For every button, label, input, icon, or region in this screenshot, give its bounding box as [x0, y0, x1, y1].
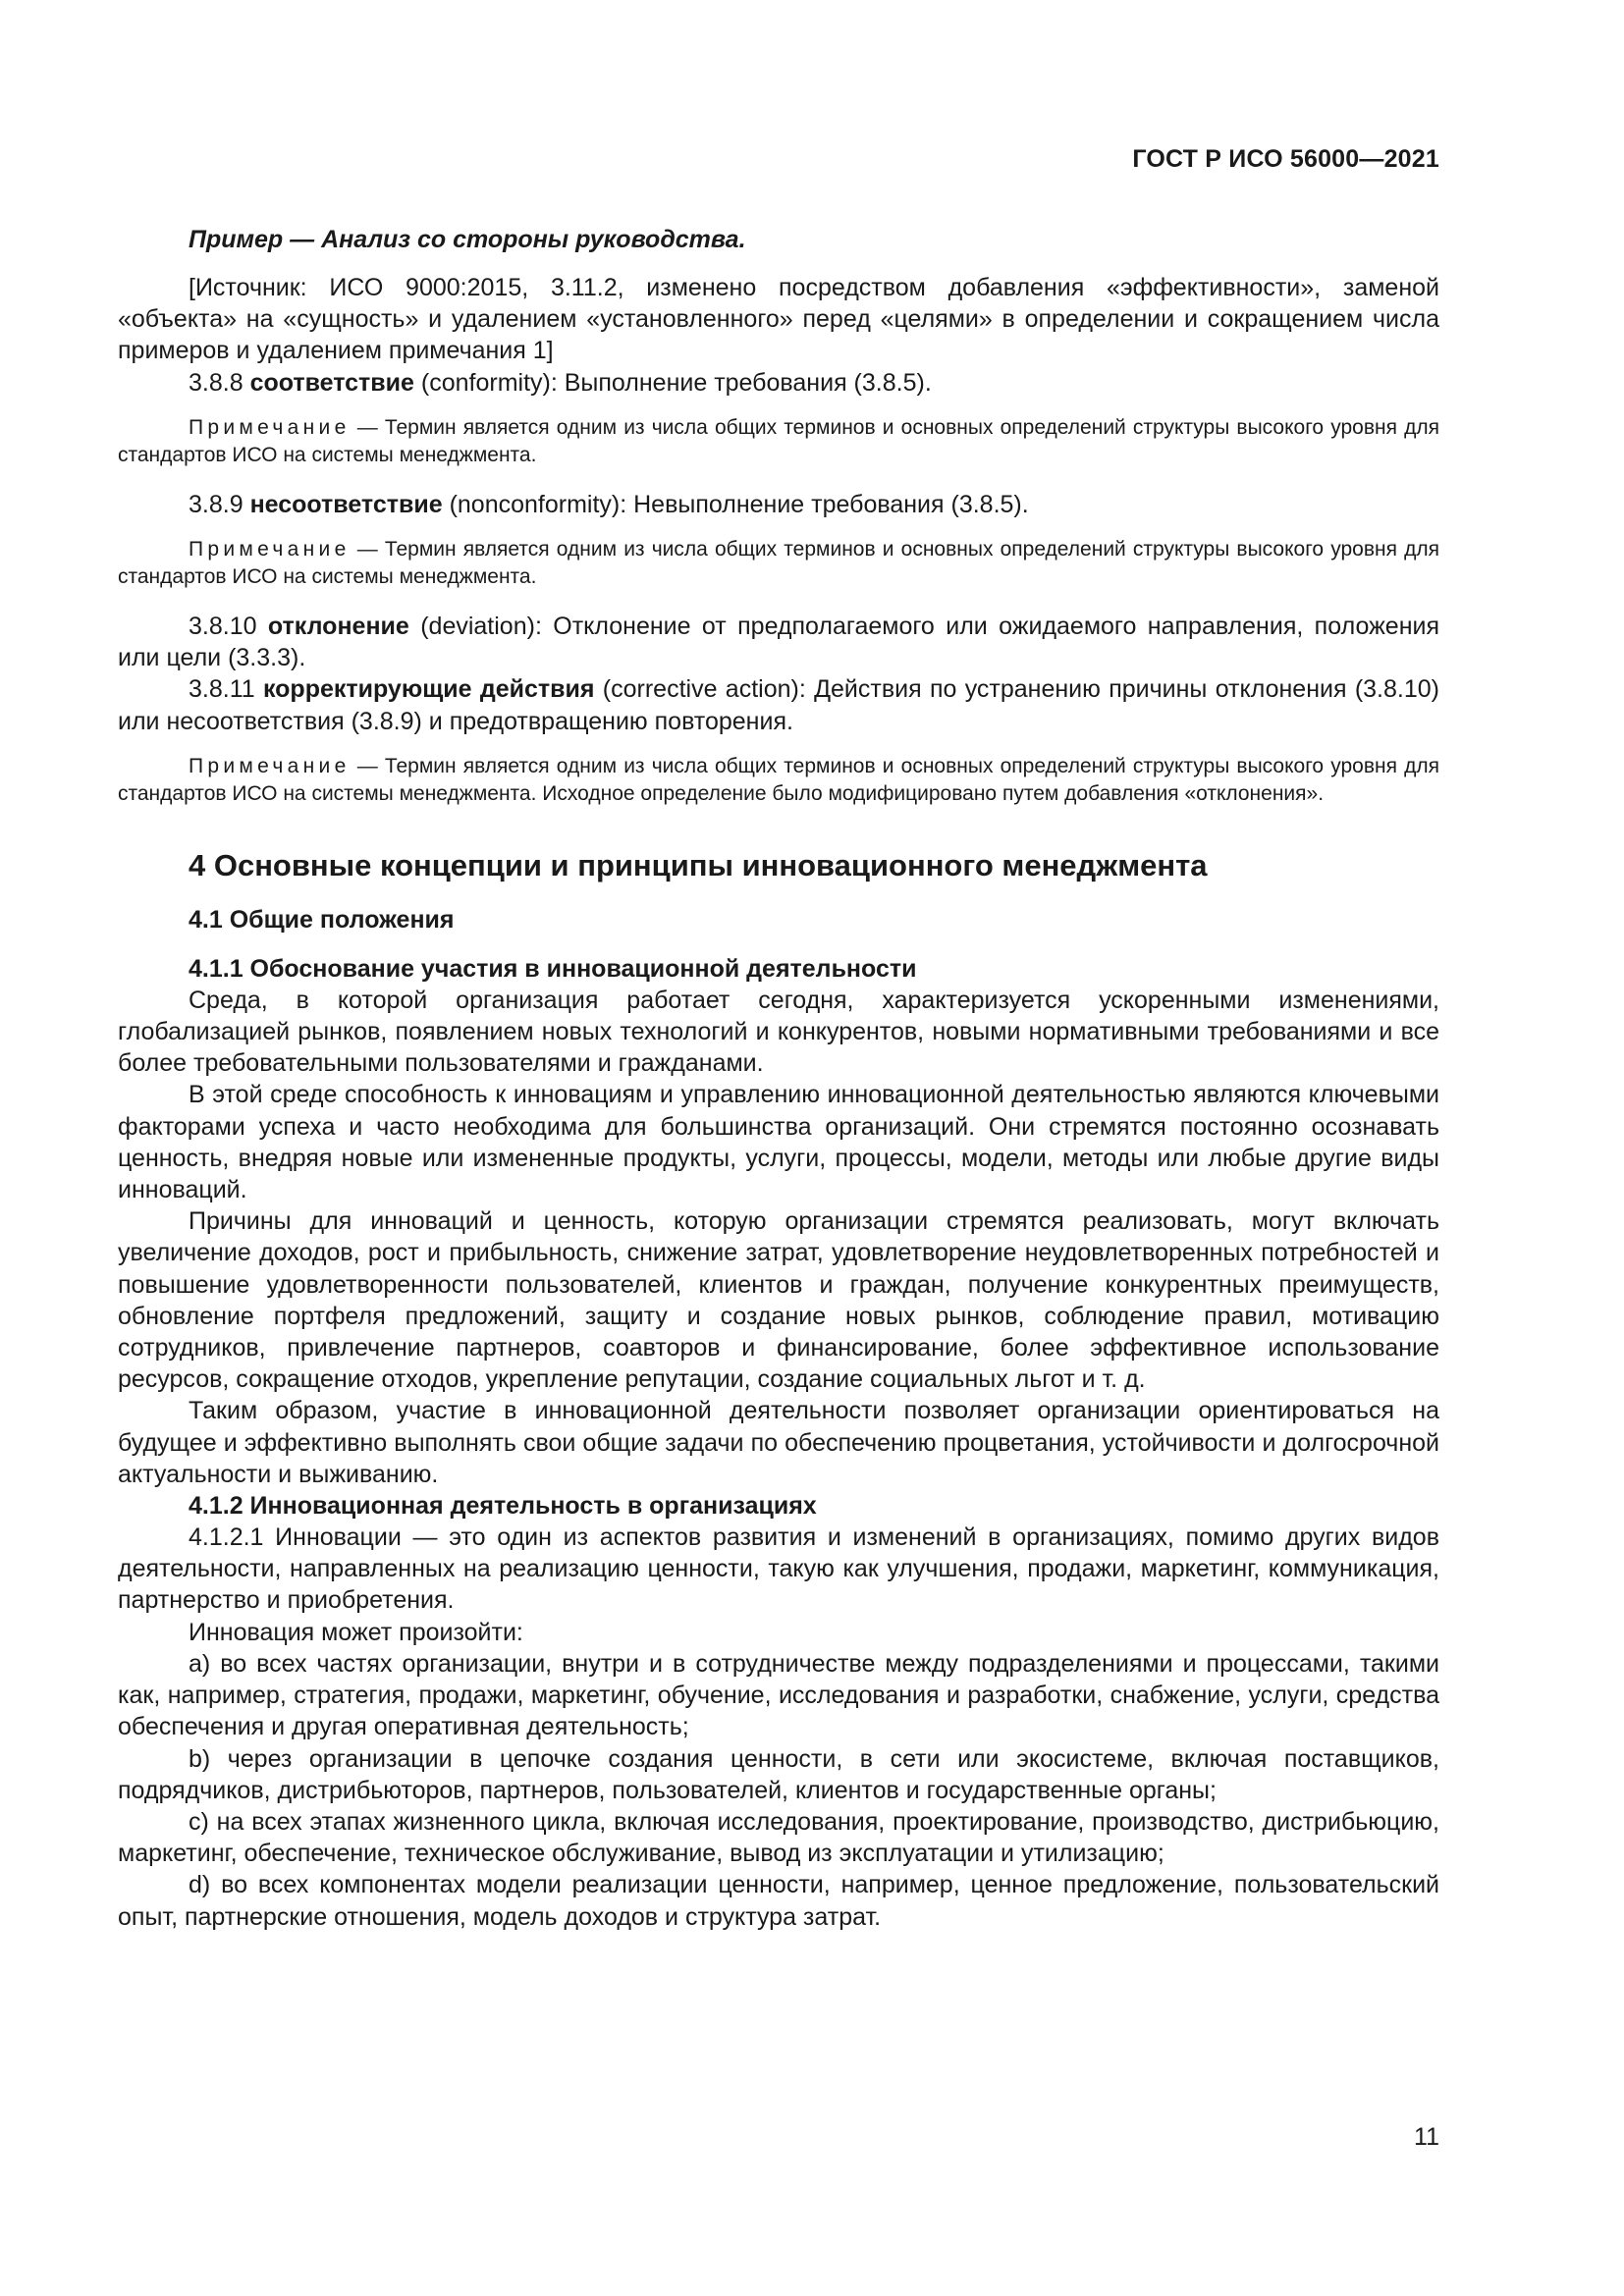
- definition-3-8-11: [118, 673, 1439, 736]
- paragraph: 4.1.2.1 Инновации — это один из аспектов развития и изменений в организациях, помимо других видов деятельности, направленных на реализацию ценности, такую как улучшения, продажи, маркетинг, коммуникация, партнерство и приобретения.: [118, 1523, 1439, 1615]
- section-4-1-1-heading: 4.1.1 Обоснование участия в инновационной деятельности: [189, 954, 917, 983]
- list-item: d) во всех компонентах модели реализации ценности, например, ценное предложение, пользовательский опыт, партнерские отношения, модель доходов и структура затрат.: [118, 1871, 1439, 1931]
- note-text: — Термин является одним из числа общих терминов и основных определений структуры высокого уровня для стандартов ИСО на системы менеджмента.: [118, 415, 1439, 466]
- note-text: — Термин является одним из числа общих терминов и основных определений структуры высокого уровня для стандартов ИСО на системы менеджмента.: [118, 538, 1439, 589]
- paragraph: Инновация может произойти:: [189, 1618, 523, 1646]
- def-number: 3.8.9: [189, 490, 250, 518]
- paragraph: В этой среде способность к инновациям и управлению инновационной деятельностью являются ключевыми факторами успеха и часто необходима для большинства организаций. Они стремятся постоянно осознавать ценность, внедряя новые или измененные продукты, услуги, процессы, модели, методы или любые другие виды инноваций.: [118, 1081, 1439, 1204]
- def-text: (corrective action): Действия по устранению причины отклонения (3.8.10) или несоответствия (3.8.9) и предотвращению повторения.: [118, 675, 1439, 735]
- page-content: [118, 224, 1439, 1933]
- def-term: отклонение: [267, 613, 409, 641]
- section-4-1-heading: 4.1 Общие положения: [189, 905, 455, 934]
- paragraph: Причины для инноваций и ценность, которую организации стремятся реализовать, могут включать увеличение доходов, рост и прибыльность, снижение затрат, удовлетворение неудовлетворенных потребностей и повышение удовлетворенности пользователей, клиентов и граждан, получение конкурентных преимуществ, обновление портфеля предложений, защиту и создание новых рынков, соблюдение правил, мотивацию сотрудников, привлечение партнеров, соавторов и финансирование, более эффективное использование ресурсов, сокращение отходов, укрепление репутации, создание социальных льгот и т. д.: [118, 1207, 1439, 1394]
- def-term: соответствие: [249, 368, 414, 397]
- def-text: (deviation): Отклонение от предполагаемого или ожидаемого направления, положения или цели (3.3.3).: [118, 613, 1440, 672]
- paragraph: Таким образом, участие в инновационной деятельности позволяет организации ориентироваться на будущее и эффективно выполнять свои общие задачи по обеспечению процветания, устойчивости и долгосрочной актуальности и выживанию.: [118, 1397, 1439, 1488]
- note-1: [118, 414, 1439, 469]
- def-number: 3.8.8: [189, 368, 250, 397]
- definition-3-8-9: [118, 489, 1439, 520]
- def-number: 3.8.10: [189, 613, 268, 641]
- note-label: Примечание: [189, 538, 351, 561]
- def-text: (nonconformity): Невыполнение требования (3.8.5).: [442, 490, 1029, 518]
- def-text: (conformity): Выполнение требования (3.8.5).: [413, 368, 932, 397]
- def-term: корректирующие действия: [262, 675, 595, 704]
- def-number: 3.8.11: [189, 675, 263, 704]
- section-4-heading: 4 Основные концепции и принципы инновационного менеджмента: [189, 847, 1208, 882]
- section-4-1-2-heading: 4.1.2 Инновационная деятельность в организациях: [189, 1492, 817, 1521]
- list-item: c) на всех этапах жизненного цикла, включая исследования, проектирование, производство, дистрибьюцию, маркетинг, обеспечение, техническое обслуживание, вывод из эксплуатации и утилизацию;: [118, 1807, 1439, 1868]
- document-header: ГОСТ Р ИСО 56000—2021: [1132, 145, 1439, 173]
- note-3: [118, 753, 1439, 808]
- paragraph: Среда, в которой организация работает сегодня, характеризуется ускоренными изменениями, глобализацией рынков, появлением новых технологий и конкурентов, новыми нормативными требованиями и все более требовательными пользователями и гражданами.: [118, 986, 1439, 1078]
- note-text: — Термин является одним из числа общих терминов и основных определений структуры высокого уровня для стандартов ИСО на системы менеджмента. Исходное определение было модифицировано путем добавления «отклонения».: [118, 754, 1439, 805]
- definition-3-8-8: [118, 367, 1439, 399]
- note-label: Примечание: [189, 415, 351, 439]
- note-2: [118, 536, 1439, 591]
- definition-3-8-10: [118, 611, 1439, 673]
- def-term: несоответствие: [249, 490, 443, 518]
- source-paragraph: [Источник: ИСО 9000:2015, 3.11.2, изменено посредством добавления «эффективности», заменой «объекта» на «сущность» и удалением «установленного» перед «целями» в определении и сокращением числа примеров и удалением примечания 1]: [118, 274, 1439, 365]
- list-item: b) через организации в цепочке создания ценности, в сети или экосистеме, включая поставщиков, подрядчиков, дистрибьюторов, партнеров, пользователей, клиентов и государственные органы;: [118, 1744, 1439, 1804]
- note-label: Примечание: [189, 754, 351, 777]
- list-item: a) во всех частях организации, внутри и в сотрудничестве между подразделениями и процессами, такими как, например, стратегия, продажи, маркетинг, обучение, исследования и разработки, снабжение, услуги, средства обеспечения и другая оперативная деятельность;: [118, 1649, 1439, 1741]
- example-line: Пример — Анализ со стороны руководства.: [189, 226, 746, 253]
- page-number: 11: [1414, 2123, 1439, 2151]
